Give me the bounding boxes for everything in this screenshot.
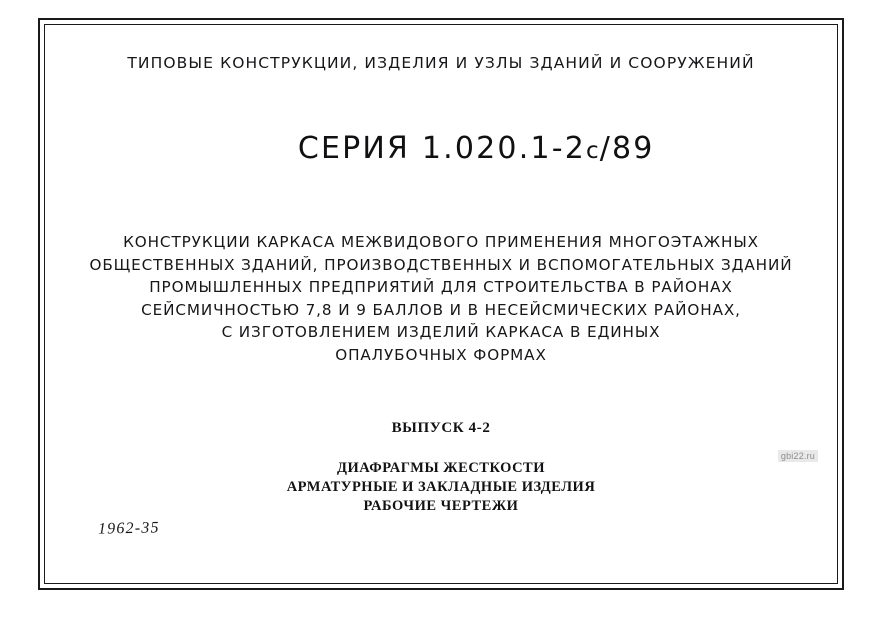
series-suffix: с (586, 138, 600, 164)
watermark-label: gbi22.ru (778, 450, 818, 462)
description-line: ОПАЛУБОЧНЫХ ФОРМАХ (335, 345, 547, 364)
description-line: КОНСТРУКЦИИ КАРКАСА МЕЖВИДОВОГО ПРИМЕНЕНИЯ МНОГОЭТАЖНЫХ (123, 233, 759, 251)
series-number (52, 96, 830, 201)
series-tail: /89 (599, 131, 655, 166)
document-description (52, 231, 830, 366)
description-line: С ИЗГОТОВЛЕНИЕМ ИЗДЕЛИЙ КАРКАСА В ЕДИНЫХ (221, 323, 661, 341)
subtitle-line: РАБОЧИЕ ЧЕРТЕЖИ (363, 498, 519, 514)
description-line: ОБЩЕСТВЕННЫХ ЗДАНИЙ, ПРОИЗВОДСТВЕННЫХ И ВСПОМОГАТЕЛЬНЫХ ЗДАНИЙ (89, 255, 793, 274)
title-block (52, 32, 830, 576)
issue-number: ВЫПУСК 4-2 (391, 420, 491, 436)
description-line: СЕЙСМИЧНОСТЬЮ 7,8 И 9 БАЛЛОВ И В НЕСЕЙСМИЧЕСКИХ РАЙОНАХ, (141, 300, 741, 319)
archive-code: 1962-35 (97, 519, 160, 538)
drawing-frame-left-margin (44, 24, 45, 584)
document-subtitle (52, 459, 830, 516)
document-header-line: ТИПОВЫЕ КОНСТРУКЦИИ, ИЗДЕЛИЯ И УЗЛЫ ЗДАНИЙ И СООРУЖЕНИЙ (127, 54, 755, 72)
subtitle-line: АРМАТУРНЫЕ И ЗАКЛАДНЫЕ ИЗДЕЛИЯ (286, 479, 596, 495)
description-line: ПРОМЫШЛЕННЫХ ПРЕДПРИЯТИЙ ДЛЯ СТРОИТЕЛЬСТВА В РАЙОНАХ (149, 278, 733, 296)
series-prefix: СЕРИЯ 1.020.1-2 (297, 131, 587, 166)
subtitle-line: ДИАФРАГМЫ ЖЕСТКОСТИ (336, 460, 545, 476)
